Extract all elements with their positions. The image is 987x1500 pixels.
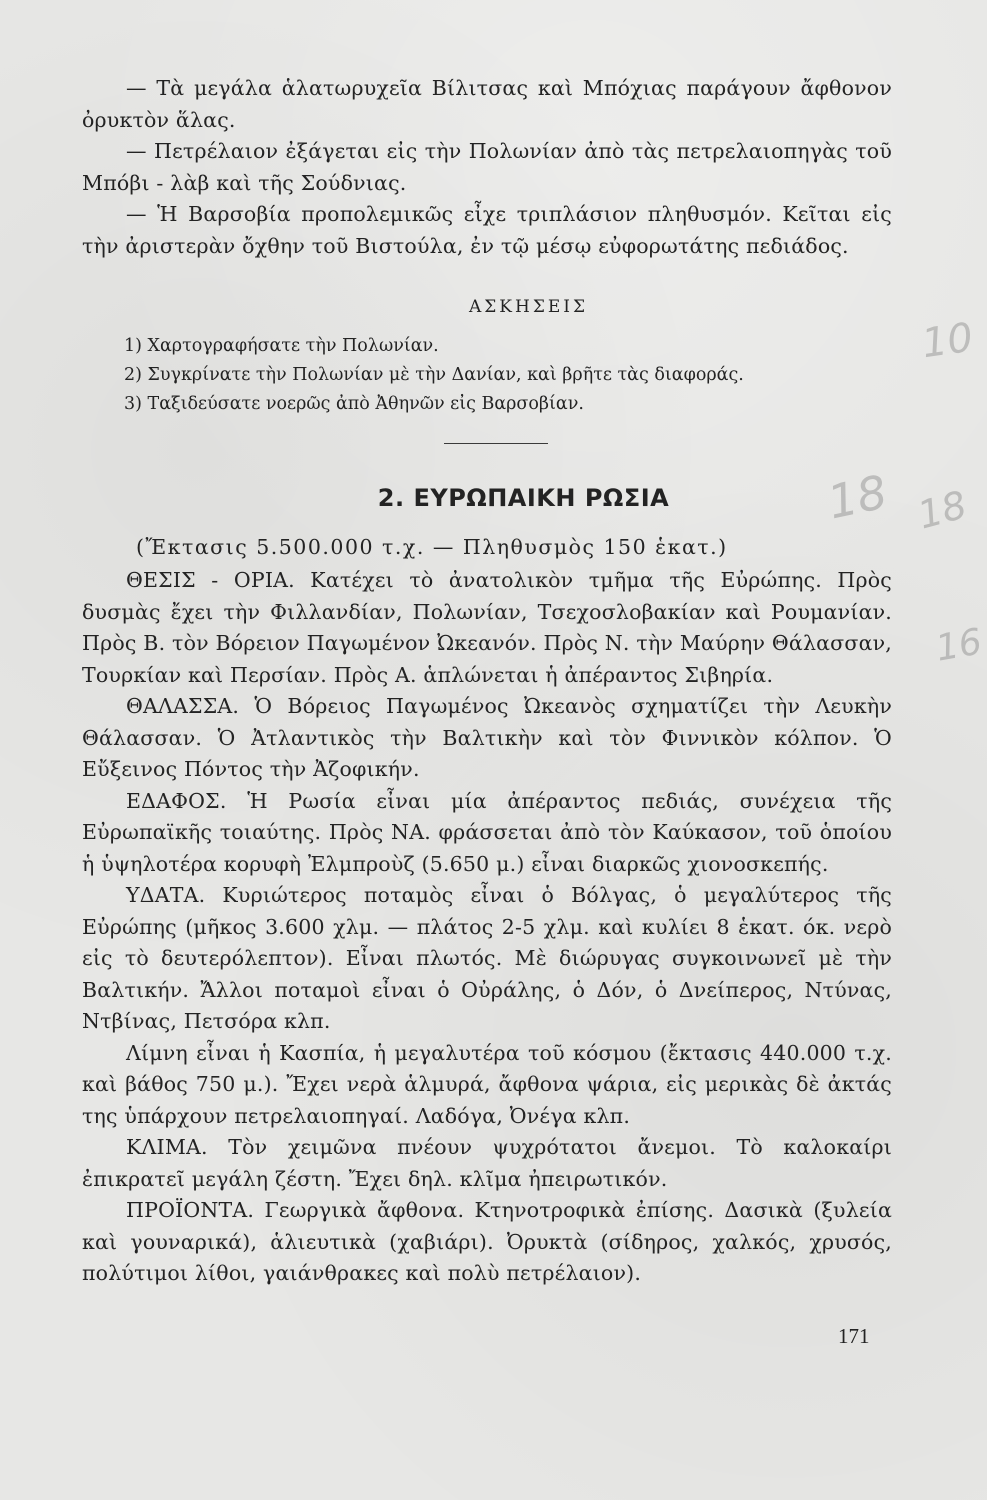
paragraph-text: Ὁ Βόρειος Παγωμένος Ὠκεανὸς σχηματίζει τὴν Λευκὴν Θάλασσαν. Ὁ Ἀτλαντικὸς τὴν Βαλτικὴν καὶ τὸν Φιννικὸν κόλπον. Ὁ Εὔξεινος Πόντος τὴν Ἀζοφικήν.: [82, 694, 892, 781]
pencil-margin-note: 18: [823, 464, 892, 530]
body-paragraph-soil: [82, 786, 892, 881]
body-paragraph-sea: [82, 691, 892, 786]
paragraph-label: ΠΡΟΪΟΝΤΑ.: [126, 1198, 255, 1222]
section-body: [82, 565, 892, 1290]
paragraph-text: Κατέχει τὸ ἀνατολικὸν τμῆμα τῆς Εὐρώπης. Πρὸς δυσμὰς ἔχει τὴν Φιλλανδίαν, Πολωνίαν, Τσεχοσλοβακίαν καὶ Ρουμανίαν. Πρὸς Β. τὸν Βόρειον Παγωμένον Ὠκεανόν. Πρὸς Ν. τὴν Μαύρην Θάλασσαν, Τουρκίαν καὶ Περσίαν. Πρὸς Α. ἁπλώνεται ἡ ἀπέραντος Σιβηρία.: [82, 568, 892, 687]
body-paragraph-lakes: [82, 1038, 892, 1133]
paragraph-label: ΚΛΙΜΑ.: [126, 1135, 208, 1159]
body-paragraph-products: [82, 1195, 892, 1290]
exercise-item: 3) Ταξιδεύσατε νοερῶς ἀπὸ Ἀθηνῶν εἰς Βαρσοβίαν.: [124, 394, 584, 414]
intro-paragraph: — Ἡ Βαρσοβία προπολεμικῶς εἶχε τριπλάσιον πληθυσμόν. Κεῖται εἰς τὴν ἀριστερὰν ὄχθην τοῦ Βιστούλα, ἐν τῷ μέσῳ εὐφορωτάτης πεδιάδος.: [82, 202, 892, 258]
exercises-heading: ΑΣΚΗΣΕΙΣ: [469, 297, 588, 317]
pencil-margin-note: 16: [932, 621, 986, 670]
exercise-item: 1) Χαρτογραφήσατε τὴν Πολωνίαν.: [124, 336, 439, 356]
section-stats: (Ἔκτασις 5.500.000 τ.χ. — Πληθυσμὸς 150 ἑκατ.): [136, 535, 728, 559]
pencil-margin-note: 10: [919, 314, 976, 368]
paragraph-label: ΥΔΑΤΑ.: [126, 883, 206, 907]
paragraph-text: Κυριώτερος ποταμὸς εἶναι ὁ Βόλγας, ὁ μεγαλύτερος τῆς Εὐρώπης (μῆκος 3.600 χλμ. — πλάτος 2-5 χλμ. καὶ κυλίει 8 ἑκατ. όκ. νερὸ εἰς τὸ δευτερόλεπτον). Εἶναι πλωτός. Μὲ διώρυγας συγκοινωνεῖ μὲ τὴν Βαλτικήν. Ἄλλοι ποταμοὶ εἶναι ὁ Οὐράλης, ὁ Δόν, ὁ Δνείπερος, Ντύνας, Ντβίνας, Πετσόρα κλπ.: [82, 883, 892, 1033]
section-title: 2. ΕΥΡΩΠΑΙΚΗ ΡΩΣΙΑ: [377, 484, 670, 512]
paragraph-text: Λίμνη εἶναι ἡ Κασπία, ἡ μεγαλυτέρα τοῦ κόσμου (ἔκτασις 440.000 τ.χ. καὶ βάθος 750 μ.). Ἔχει νερὰ ἁλμυρά, ἄφθονα ψάρια, εἰς μερικὰς δὲ ἀκτάς της ὑπάρχουν πετρελαιοπηγαί. Λαδόγα, Ὀνέγα κλπ.: [82, 1040, 892, 1128]
paragraph-label: ΘΕΣΙΣ - ΟΡΙΑ.: [126, 568, 295, 592]
intro-text: [82, 73, 892, 262]
page-number: 171: [838, 1324, 870, 1348]
paragraph-text: Γεωργικὰ ἄφθονα. Κτηνοτροφικὰ ἐπίσης. Δασικὰ (ξυλεία καὶ γουναρικά), ἁλιευτικὰ (χαβιάρι). Ὀρυκτὰ (σίδηρος, χαλκός, χρυσός, πολύτιμοι λίθοι, γαιάνθρακες καὶ πολὺ πετρέλαιον).: [82, 1198, 892, 1285]
paragraph-label: ΘΑΛΑΣΣΑ.: [126, 694, 240, 718]
intro-paragraph: — Πετρέλαιον ἐξάγεται εἰς τὴν Πολωνίαν ἀπὸ τὰς πετρελαιοπηγὰς τοῦ Μπόβι - λὰβ καὶ τῆς Σούδνιας.: [82, 139, 892, 195]
intro-paragraph: — Τὰ μεγάλα ἁλατωρυχεῖα Βίλιτσας καὶ Μπόχιας παράγουν ἄφθονον ὀρυκτὸν ἅλας.: [82, 76, 892, 132]
body-paragraph-position: [82, 565, 892, 691]
paragraph-text: Ἡ Ρωσία εἶναι μία ἀπέραντος πεδιάς, συνέχεια τῆς Εὐρωπαϊκῆς τοιαύτης. Πρὸς ΝΑ. φράσσεται ἀπὸ τὸν Καύκασον, τοῦ ὁποίου ἡ ὑψηλοτέρα κορυφὴ Ἐλμπροὺζ (5.650 μ.) εἶναι διαρκῶς χιονοσκεπής.: [82, 788, 892, 876]
body-paragraph-waters: [82, 880, 892, 1038]
body-paragraph-climate: [82, 1132, 892, 1195]
exercises-list: [124, 332, 824, 419]
paragraph-label: ΕΔΑΦΟΣ.: [126, 788, 227, 813]
section-divider: [444, 443, 548, 444]
pencil-margin-note: 18: [913, 482, 972, 538]
paragraph-text: Τὸν χειμῶνα πνέουν ψυχρότατοι ἄνεμοι. Τὸ καλοκαίρι ἐπικρατεῖ μεγάλη ζέστη. Ἔχει δηλ. κλῖμα ἠπειρωτικόν.: [82, 1135, 892, 1191]
exercise-item: 2) Συγκρίνατε τὴν Πολωνίαν μὲ τὴν Δανίαν, καὶ βρῆτε τὰς διαφοράς.: [124, 365, 744, 385]
